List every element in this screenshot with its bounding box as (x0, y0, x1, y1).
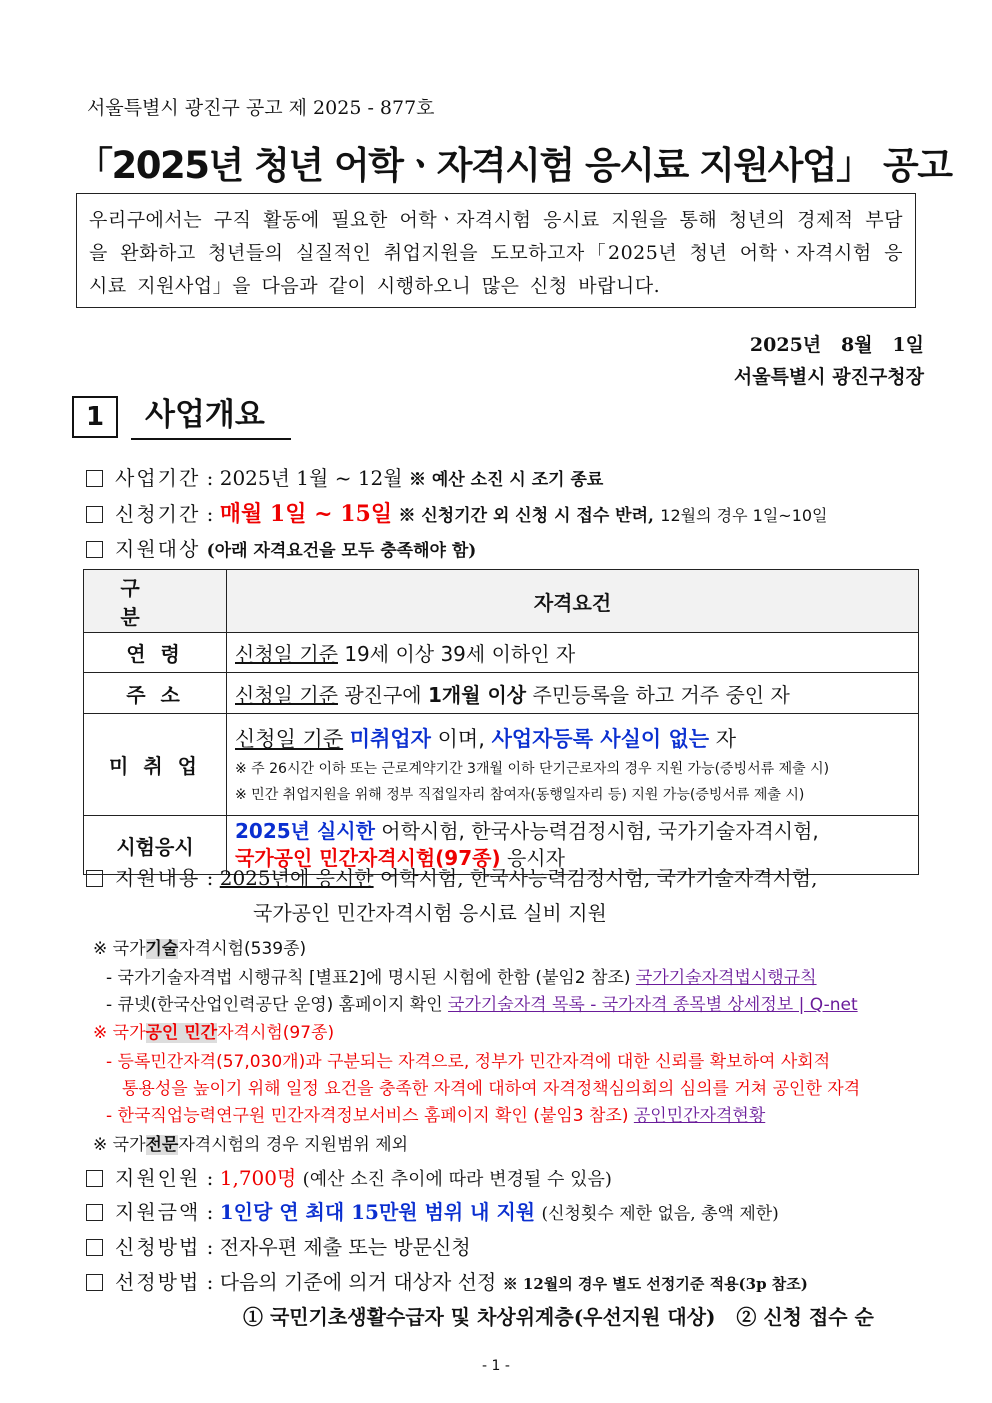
checkbox-icon (86, 1274, 103, 1291)
notice-date: 2025년 8월 1일 (749, 334, 924, 356)
method-label: 신청방법 (115, 1235, 201, 1259)
row-label-address: 주 소 (84, 673, 227, 714)
support-label: 지원내용 (115, 866, 201, 890)
select-value: 다음의 기준에 의거 대상자 선정 (219, 1270, 497, 1294)
target-label: 지원대상 (115, 537, 201, 561)
select-criteria: ① 국민기초생활수급자 및 차상위계층(우선지원 대상) ② 신청 접수 순 (243, 1305, 874, 1329)
table-header-category: 구 분 (84, 570, 227, 633)
amount-row: 지원금액 : 1인당 연 최대 15만원 범위 내 지원 (신청횟수 제한 없음, 총액 제한) (86, 1196, 779, 1225)
row-label-age: 연 령 (84, 633, 227, 673)
page-number: - 1 - (482, 1358, 510, 1374)
professional-exam-note: ※ 국가전문자격시험의 경우 지원범위 제외 (93, 1135, 409, 1155)
checkbox-icon (86, 506, 103, 523)
support-pre: 2025년에 응시한 (219, 866, 374, 890)
support-text-1: 어학시험, 한국사능력검정시험, 국가기술자격시험, (373, 866, 818, 890)
unemployed-note-2: ※ 민간 취업지원을 위해 정부 직접일자리 참여자(동행일자리 등) 지원 가능(증빙서류 제출 시) (235, 786, 805, 803)
select-label: 선정방법 (115, 1270, 201, 1294)
checkbox-icon (86, 1204, 103, 1221)
support-row: 지원내용 : 2025년에 응시한 어학시험, 한국사능력검정시험, 국가기술자격시험, (86, 862, 817, 891)
notice-number: 서울특별시 광진구 공고 제 2025 - 877호 (87, 97, 435, 119)
support-text-2: 국가공인 민간자격시험 응시료 실비 지원 (253, 901, 607, 925)
qnet-link[interactable]: 국가기술자격 목록 - 국가자격 종목별 상세정보 | Q-net (448, 995, 858, 1015)
target-row (86, 533, 476, 562)
unemployed-note-1: ※ 주 26시간 이하 또는 근로계약기간 3개월 이하 단기근로자의 경우 지원 가능(증빙서류 제출 시) (235, 760, 830, 777)
table-row (84, 633, 919, 673)
method-row: 신청방법 : 전자우편 제출 또는 방문신청 (86, 1231, 471, 1260)
row-label-unemployed: 미 취 업 (84, 714, 227, 816)
period-label: 사업기간 (115, 466, 201, 490)
tech-note-2: - 큐넷(한국산업인력공단 운영) 홈페이지 확인 국가기술자격 목록 - 국가자격 종목별 상세정보 | Q-net (106, 995, 858, 1015)
amount-label: 지원금액 (115, 1200, 201, 1224)
apply-period-value: 매월 1일 ~ 15일 (219, 501, 393, 527)
private-exam-heading: ※ 국가공인 민간자격시험(97종) (93, 1023, 335, 1043)
target-note: (아래 자격요건을 모두 충족해야 함) (206, 541, 477, 561)
row-label-exam: 시험응시 (84, 816, 227, 875)
private-note-1b: 통용성을 높이기 위해 일정 요건을 충족한 자격에 대하여 자격정책심의회의 심의를 거쳐 공인한 자격 (122, 1079, 861, 1099)
select-note: ※ 12월의 경우 별도 선정기준 적용(3p 참조) (502, 1275, 808, 1293)
private-note-1: - 등록민간자격(57,030개)과 구분되는 자격으로, 정부가 민간자격에 대한 신뢰를 확보하여 사회적 (106, 1052, 831, 1072)
count-value: 1,700명 (219, 1166, 297, 1190)
row-value-exam: 2025년 실시한 어학시험, 한국사능력검정시험, 국가기술자격시험, 국가공인 민간자격시험(97종) 응시자 (227, 816, 919, 875)
page-title: 「2025년 청년 어학ㆍ자격시험 응시료 지원사업」 공고 (76, 144, 952, 187)
tech-exam-heading: ※ 국가기술자격시험(539종) (93, 939, 307, 959)
amount-value: 1인당 연 최대 15만원 범위 내 지원 (219, 1200, 536, 1224)
apply-period-note: ※ 신청기간 외 신청 시 접수 반려, (398, 506, 654, 526)
amount-note: (신청횟수 제한 없음, 총액 제한) (541, 1204, 779, 1224)
select-row: 선정방법 : 다음의 기준에 의거 대상자 선정 ※ 12월의 경우 별도 선정기준 적용(3p 참조) (86, 1266, 808, 1295)
section-number: 1 (72, 396, 118, 438)
section-title: 사업개요 (131, 392, 291, 440)
count-label: 지원인원 (115, 1166, 201, 1190)
row-value-unemployed: 신청일 기준 미취업자 이며, 사업자등록 사실이 없는 자 ※ 주 26시간 이하 또는 근로계약기간 3개월 이하 단기근로자의 경우 지원 가능(증빙서류 제출 시) ※ 민간 취업지원을 위해 정부 직접일자리 참여자(동행일자리 등) 지원 가능(증빙서류 제출 시) (227, 714, 919, 816)
period-row: 사업기간 : 2025년 1월 ~ 12월 ※ 예산 소진 시 조기 종료 (86, 462, 603, 491)
row-value-age: 신청일 기준 19세 이상 39세 이하인 자 (227, 633, 919, 673)
count-row: 지원인원 : 1,700명 (예산 소진 추이에 따라 변경될 수 있음) (86, 1162, 612, 1191)
table-header-row (84, 570, 919, 633)
table-row (84, 714, 919, 816)
count-note: (예산 소진 추이에 따라 변경될 수 있음) (302, 1169, 612, 1190)
checkbox-icon (86, 870, 103, 887)
intro-text: 우리구에서는 구직 활동에 필요한 어학ㆍ자격시험 응시료 지원을 통해 청년의 경제적 부담을 완화하고 청년들의 실질적인 취업지원을 도모하고자「2025년 청년 어학ㆍ자격시험 응시료 지원사업」을 다음과 같이 시행하오니 많은 신청 바랍니다. (89, 209, 903, 297)
private-note-2: - 한국직업능력연구원 민간자격정보서비스 홈페이지 확인 (붙임3 참조) 공인민간자격현황 (106, 1106, 766, 1126)
apply-period-row: 신청기간 : 매월 1일 ~ 15일 ※ 신청기간 외 신청 시 접수 반려, 12월의 경우 1일~10일 (86, 497, 828, 528)
table-row (84, 673, 919, 714)
period-note: ※ 예산 소진 시 조기 종료 (408, 470, 604, 490)
apply-period-label: 신청기간 (115, 502, 201, 526)
checkbox-icon (86, 1170, 103, 1187)
eligibility-table (83, 569, 919, 875)
checkbox-icon (86, 1239, 103, 1256)
tech-law-link[interactable]: 국가기술자격법시행규칙 (635, 968, 817, 988)
apply-period-extra: 12월의 경우 1일~10일 (660, 506, 828, 525)
period-value: 2025년 1월 ~ 12월 (219, 466, 403, 490)
row-value-address: 신청일 기준 광진구에 1개월 이상 주민등록을 하고 거주 중인 자 (227, 673, 919, 714)
method-value: 전자우편 제출 또는 방문신청 (219, 1235, 471, 1259)
checkbox-icon (86, 470, 103, 487)
checkbox-icon (86, 541, 103, 558)
table-header-requirement: 자격요건 (227, 570, 919, 633)
issuer: 서울특별시 광진구청장 (733, 366, 924, 388)
private-cert-link[interactable]: 공인민간자격현황 (633, 1106, 766, 1126)
tech-note-1: - 국가기술자격법 시행규칙 [별표2]에 명시된 시험에 한함 (붙임2 참조) 국가기술자격법시행규칙 (106, 968, 817, 988)
intro-box (76, 193, 916, 308)
